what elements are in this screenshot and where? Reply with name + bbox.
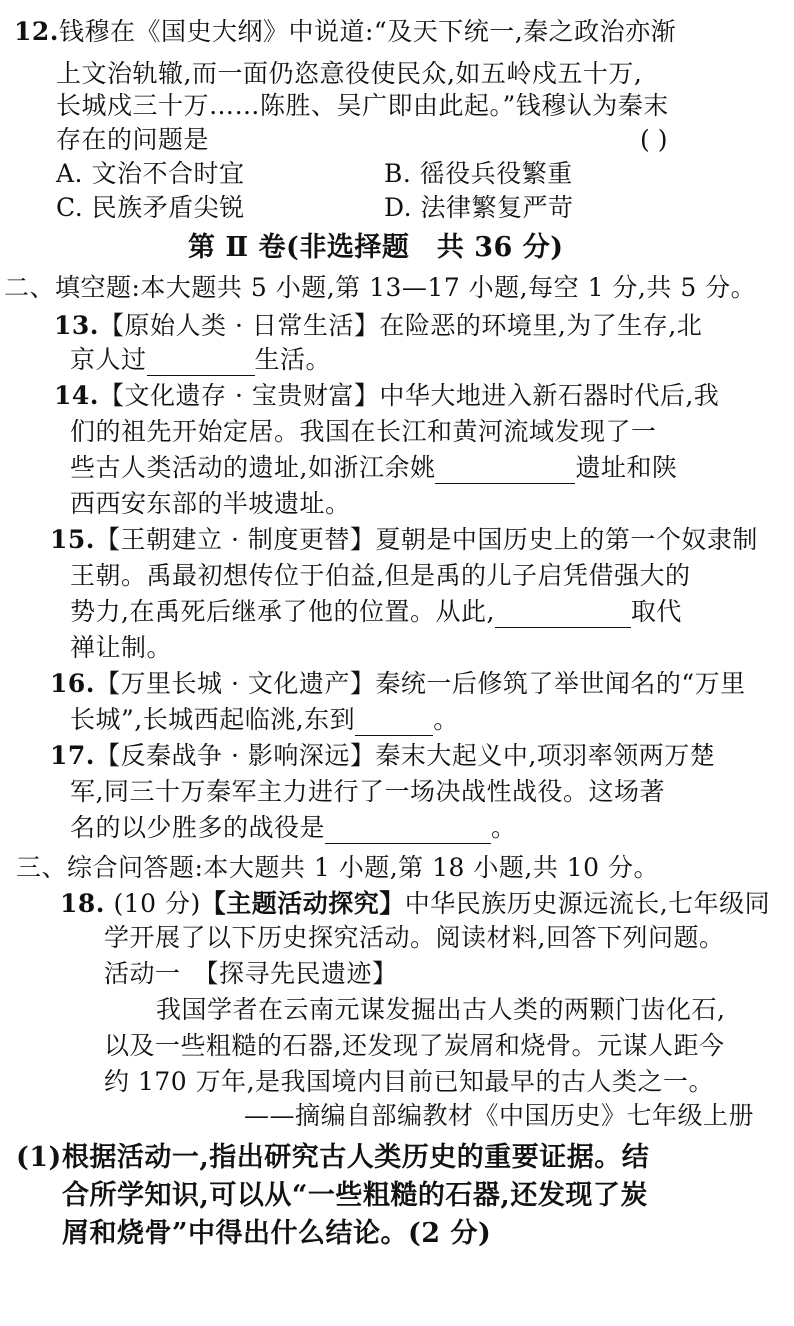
q18-points: (10 分) (113, 889, 201, 918)
q14-line-3 (70, 452, 677, 484)
q13-answer-blank[interactable] (147, 349, 255, 376)
q12-option-d[interactable]: D. 法律繁复严苛 (384, 193, 574, 222)
q13-text-1: 【原始人类 · 日常生活】在险恶的环境里,为了生存,北 (99, 311, 703, 340)
part-2-title: 第 Ⅱ 卷(非选择题 共 36 分) (188, 232, 564, 263)
q14-line-2: 们的祖先开始定居。我国在长江和黄河流域发现了一 (70, 417, 657, 446)
q12-number: 12. (14, 17, 59, 46)
q12-option-c[interactable]: C. 民族矛盾尖锐 (56, 193, 245, 222)
q13-text-2-post: 生活。 (254, 345, 332, 374)
q15-line-4: 禅让制。 (70, 633, 173, 662)
q18-sub1-number: (1) (16, 1142, 62, 1173)
q12-line-3: 长城戍三十万……陈胜、吴广即由此起。”钱穆认为秦末 (56, 91, 669, 120)
q14-line-4: 西西安东部的半坡遗址。 (70, 489, 351, 518)
section-3-heading: 三、综合问答题:本大题共 1 小题,第 18 小题,共 10 分。 (16, 853, 660, 882)
q13-text-2-pre: 京人过 (70, 345, 147, 374)
q18-line-2: 学开展了以下历史探究活动。阅读材料,回答下列问题。 (104, 923, 725, 952)
q15-number: 15. (50, 525, 95, 554)
q16-answer-blank[interactable] (355, 709, 433, 736)
section-2-heading: 二、填空题:本大题共 5 小题,第 13—17 小题,每空 1 分,共 5 分。 (4, 273, 757, 302)
q18-sub1-text-1: 根据活动一,指出研究古人类历史的重要证据。结 (61, 1142, 650, 1173)
q14-text-3-post: 遗址和陕 (575, 453, 678, 482)
q18-sub1-line-3: 屑和烧骨”中得出什么结论。(2 分) (62, 1218, 492, 1249)
q12-line-1 (14, 16, 676, 48)
q17-text-1: 【反秦战争 · 影响深远】秦末大起义中,项羽率领两万楚 (95, 741, 716, 770)
q14-text-3-pre: 些古人类活动的遗址,如浙江余姚 (70, 453, 436, 482)
q12-option-a[interactable]: A. 文治不合时宜 (56, 159, 245, 188)
q18-material-source: ——摘编自部编教材《中国历史》七年级上册 (244, 1101, 755, 1130)
q18-topic-tag: 【主题活动探究】 (200, 889, 405, 918)
q16-line-1 (50, 668, 746, 700)
q17-line-3 (70, 812, 517, 844)
q14-number: 14. (54, 381, 99, 410)
q18-material-line-1: 我国学者在云南元谋发掘出古人类的两颗门齿化石, (156, 995, 726, 1024)
q16-text-2-pre: 长城”,长城西起临洮,东到 (70, 705, 356, 734)
q15-text-3-pre: 势力,在禹死后继承了他的位置。从此, (70, 597, 495, 626)
q18-sub1-line-2: 合所学知识,可以从“一些粗糙的石器,还发现了炭 (62, 1180, 648, 1211)
q12-option-b[interactable]: B. 徭役兵役繁重 (384, 159, 573, 188)
q16-number: 16. (50, 669, 95, 698)
q13-line-1 (54, 310, 702, 342)
q18-material-line-2: 以及一些粗糙的石器,还发现了炭屑和烧骨。元谋人距今 (104, 1031, 725, 1060)
q15-answer-blank[interactable] (495, 601, 631, 628)
q13-number: 13. (54, 311, 99, 340)
q15-line-2: 王朝。禹最初想传位于伯益,但是禹的儿子启凭借强大的 (70, 561, 691, 590)
q15-text-3-post: 取代 (630, 597, 682, 626)
q17-text-3-pre: 名的以少胜多的战役是 (70, 813, 326, 842)
q17-text-3-post: 。 (491, 813, 517, 842)
q13-line-2 (70, 344, 331, 376)
q16-line-2 (70, 704, 459, 736)
q18-number: 18. (60, 889, 105, 918)
q12-answer-bracket[interactable]: ( ) (640, 125, 668, 154)
q14-answer-blank[interactable] (435, 457, 575, 484)
q15-text-1: 【王朝建立 · 制度更替】夏朝是中国历史上的第一个奴隶制 (95, 525, 758, 554)
q16-text-2-post: 。 (433, 705, 459, 734)
q17-answer-blank[interactable] (325, 817, 491, 844)
q17-number: 17. (50, 741, 95, 770)
q14-text-1: 【文化遗存 · 宝贵财富】中华大地进入新石器时代后,我 (99, 381, 720, 410)
q12-line-2: 上文治轨辙,而一面仍恣意役使民众,如五岭戍五十万, (56, 59, 643, 88)
q16-text-1: 【万里长城 · 文化遗产】秦统一后修筑了举世闻名的“万里 (95, 669, 746, 698)
q17-line-2: 军,同三十万秦军主力进行了一场决战性战役。这场著 (70, 777, 665, 806)
q15-line-1 (50, 524, 758, 556)
q17-line-1 (50, 740, 715, 772)
q12-text-1: 钱穆在《国史大纲》中说道:“及天下统一,秦之政治亦渐 (59, 17, 677, 46)
q18-activity-label: 活动一 【探寻先民遗迹】 (104, 959, 398, 988)
q12-line-4: 存在的问题是 (56, 125, 210, 154)
q14-line-1 (54, 380, 719, 412)
q18-sub1-line-1 (16, 1142, 649, 1174)
q15-line-3 (70, 596, 682, 628)
q18-material-line-3: 约 170 万年,是我国境内目前已知最早的古人类之一。 (104, 1067, 715, 1096)
q18-line-1 (60, 888, 770, 920)
q18-text-1: 中华民族历史源远流长,七年级同 (404, 889, 771, 918)
